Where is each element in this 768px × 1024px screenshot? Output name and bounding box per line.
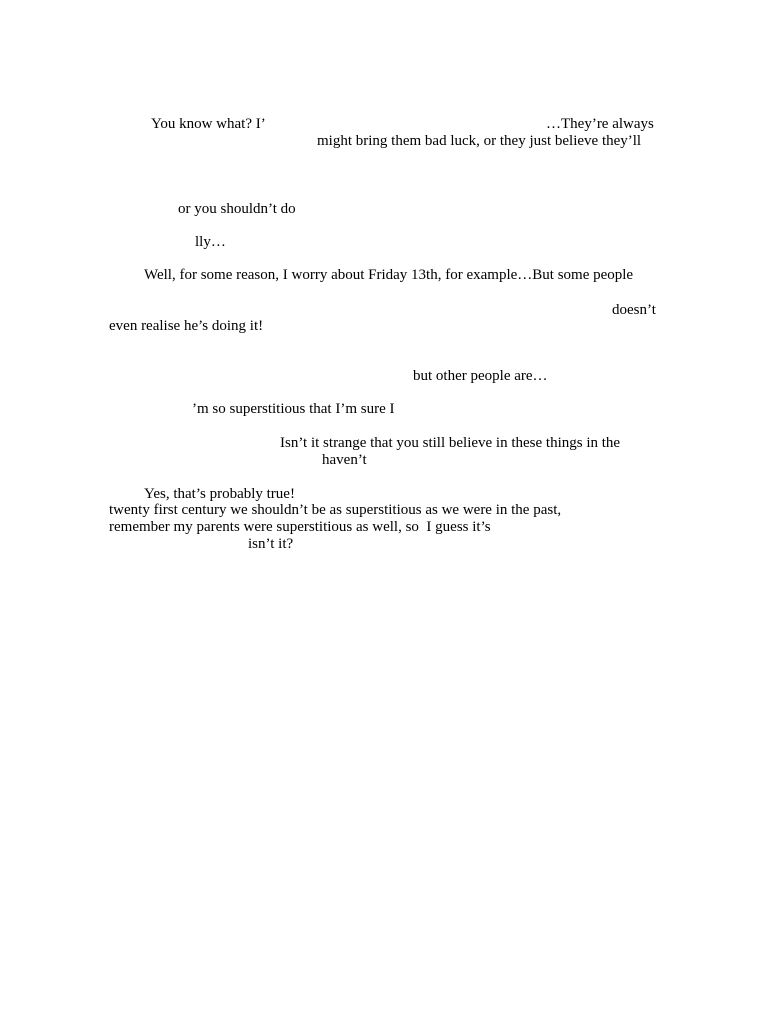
text-fragment: isn’t it? (248, 536, 294, 552)
text-fragment: doesn’t (612, 302, 656, 318)
text-fragment: but other people are… (413, 368, 548, 384)
text-fragment: ’m so superstitious that I’m sure I (192, 401, 395, 417)
text-fragment: You know what? I’ (151, 116, 266, 132)
text-fragment: or you shouldn’t do (178, 201, 296, 217)
text-fragment: even realise he’s doing it! (109, 318, 264, 334)
text-fragment: lly… (195, 234, 226, 250)
text-fragment: haven’t (322, 452, 367, 468)
text-fragment: Well, for some reason, I worry about Friday 13th, for example…But some people (144, 267, 634, 283)
text-fragment: …They’re always (546, 116, 654, 132)
text-fragment: Yes, that’s probably true! (144, 486, 295, 502)
text-fragment: Isn’t it strange that you still believe in these things in the (280, 435, 621, 451)
text-fragment: might bring them bad luck, or they just believe they’ll (317, 133, 642, 149)
text-fragment: remember my parents were superstitious as well, so I guess it’s (109, 519, 491, 535)
text-fragment: twenty first century we shouldn’t be as superstitious as we were in the past, (109, 502, 562, 518)
